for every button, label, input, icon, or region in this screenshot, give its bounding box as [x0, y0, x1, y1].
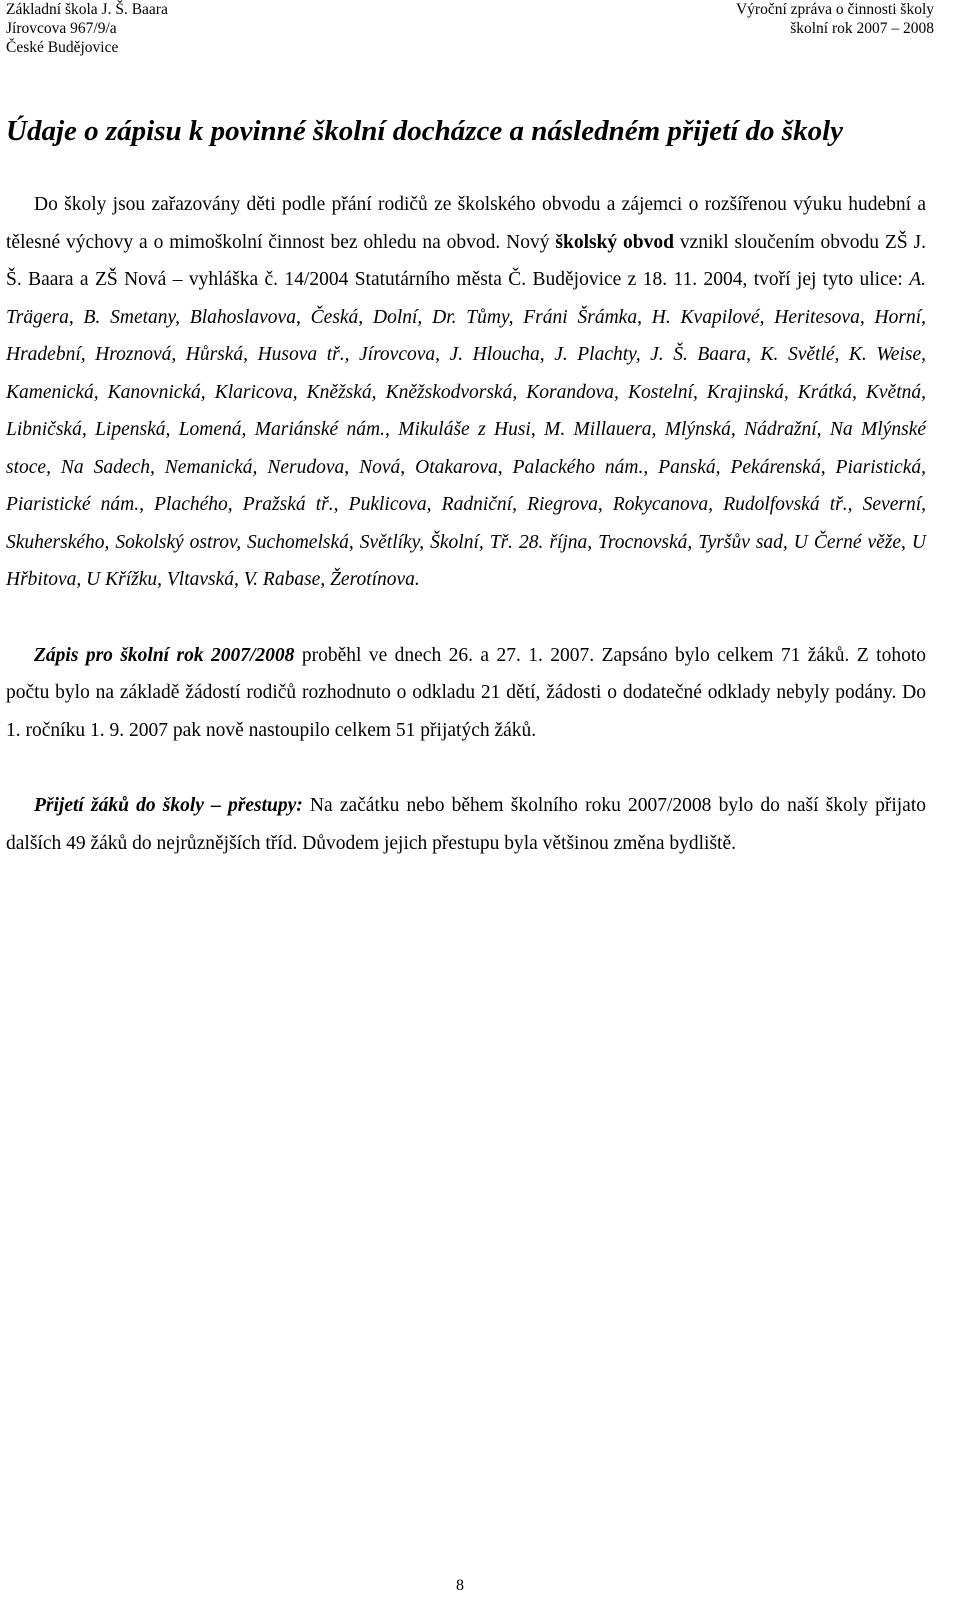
intro-sentence: Do školy jsou zařazovány děti podle přání rodičů ze školského obvodu a zájemci o rozšířenou výuku hudební a tělesné výchovy a o mimoškolní činnost bez ohledu na obvod. [6, 194, 926, 253]
paragraph-enrollment [6, 637, 926, 750]
district-post: vznikl sloučením obvodu ZŠ J. Š. Baara a ZŠ Nová – vyhláška č. 14/2004 Statutárního města Č. Budějovice z 18. 11. 2004, tvoří jej tyto ulice: [6, 231, 927, 290]
page-number: 8 [456, 1577, 464, 1594]
district-pre: Nový [506, 231, 556, 253]
paragraph-school-district [6, 186, 926, 599]
transfers-lead: Přijetí žáků do školy – přestupy: [34, 795, 303, 816]
document-body [6, 112, 926, 862]
header-report-title: Výroční zpráva o činnosti školy [735, 1, 934, 18]
header-school-name: Základní škola J. Š. Baara [6, 1, 168, 18]
street-list: A. Trägera, B. Smetany, Blahoslavova, Česká, Dolní, Dr. Tůmy, Fráni Šrámka, H. Kvapilové, Heritesova, Horní, Hradební, Hroznová, Hůrská, Husova tř., Jírovcova, J. Hloucha, J. Plachty, J. Š. Baara, K. Světlé, K. Weise, Kamenická, Kanovnická, Klaricova, Kněžská, Kněžskodvorská, Korandova, Kostelní, Krajinská, Krátká, Květná, Libničská, Lipenská, Lomená, Mariánské nám., Mikuláše z Husi, M. Millauera, Mlýnská, Nádražní, Na Mlýnské stoce, Na Sadech, Nemanická, Nerudova, Nová, Otakarova, Palackého nám., Panská, Pekárenská, Piaristická, Piaristické nám., Plachého, Pražská tř., Puklicova, Radniční, Riegrova, Rokycanova, Rudolfovská tř., Severní, Skuherského, Sokolský ostrov, Suchomelská, Světlíky, Školní, Tř. 28. října, Trocnovská, Tyršův sad, U Černé věže, U Hřbitova, U Křížku, Vltavská, V. Rabase, Žerotínova. [6, 269, 926, 590]
header-report-info [736, 0, 934, 38]
enrollment-text: proběhl ve dnech 26. a 27. 1. 2007. Zapsáno bylo celkem 71 žáků. Z tohoto počtu bylo na základě žádostí rodičů rozhodnuto o odkladu 21 dětí, žádosti o dodatečné odklady nebyly podány. Do 1. ročníku 1. 9. 2007 pak nově nastoupilo celkem 51 přijatých žáků. [6, 644, 926, 741]
enrollment-lead: Zápis pro školní rok 2007/2008 [34, 644, 295, 666]
section-title: Údaje o zápisu k povinné školní docházce a následném přijetí do školy [6, 115, 843, 147]
paragraph-transfers [6, 787, 926, 862]
header-school-street: Jírovcova 967/9/a [6, 20, 117, 37]
district-bold-term: školský obvod [555, 231, 674, 253]
header-school-year: školní rok 2007 – 2008 [790, 20, 934, 37]
transfers-text: Na začátku nebo během školního roku 2007/2008 bylo do naší školy přijato dalších 49 žáků do nejrůznějších tříd. Důvodem jejich přestupu byla většinou změna bydliště. [6, 795, 927, 854]
header-school-info [6, 0, 168, 57]
header-school-city: České Budějovice [6, 39, 119, 56]
